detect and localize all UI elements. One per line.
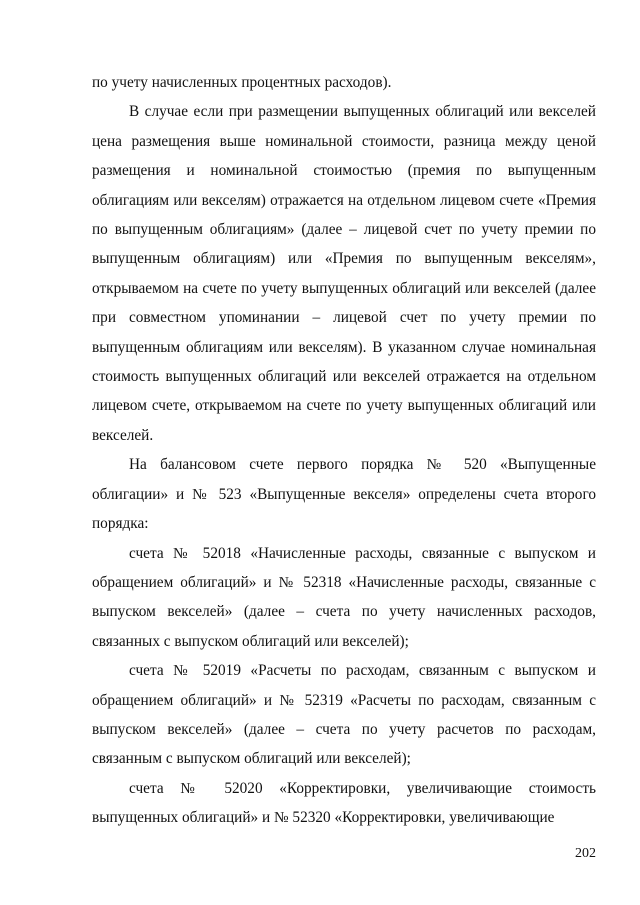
body-text xyxy=(92,68,596,833)
paragraph-continuation: по учету начисленных процентных расходов). xyxy=(92,74,392,91)
paragraph-accounts-52020: счета № 52020 «Корректировки, увеличивающие стоимость выпущенных облигаций» и № 52320 «Корректировки, увеличивающие xyxy=(92,779,596,827)
paragraph-premium: В случае если при размещении выпущенных облигаций или векселей цена размещения выше номинальной стоимости, разница между ценой размещения и номинальной стоимостью (премия по выпущенным облигациям или векселям) отражается на отдельном лицевом счете «Премия по выпущенным облигациям» (далее – лицевой счет по учету премии по выпущенным облигациям) или «Премия по выпущенным векселям», открываемом на счете по учету выпущенных облигаций или векселей (далее при совместном упоминании – лицевой счет по учету премии по выпущенным облигациям или векселям). В указанном случае номинальная стоимость выпущенных облигаций или векселей отражается на отдельном лицевом счете, открываемом на счете по учету выпущенных облигаций или векселей. xyxy=(92,103,596,444)
paragraph-accounts-52018: счета № 52018 «Начисленные расходы, связанные с выпуском и обращением облигаций» и № 52318 «Начисленные расходы, связанные с выпуском векселей» (далее – счета по учету начисленных расходов, связанных с выпуском облигаций или векселей); xyxy=(92,544,596,650)
page-number: 202 xyxy=(575,846,596,861)
paragraph-accounts-52019: счета № 52019 «Расчеты по расходам, связанным с выпуском и обращением облигаций» и № 52319 «Расчеты по расходам, связанным с выпуском векселей» (далее – счета по учету расчетов по расходам, связанным с выпуском облигаций или векселей); xyxy=(92,662,596,768)
paragraph-balance-accounts: На балансовом счете первого порядка № 520 «Выпущенные облигации» и № 523 «Выпущенные векселя» определены счета второго порядка: xyxy=(92,456,596,533)
